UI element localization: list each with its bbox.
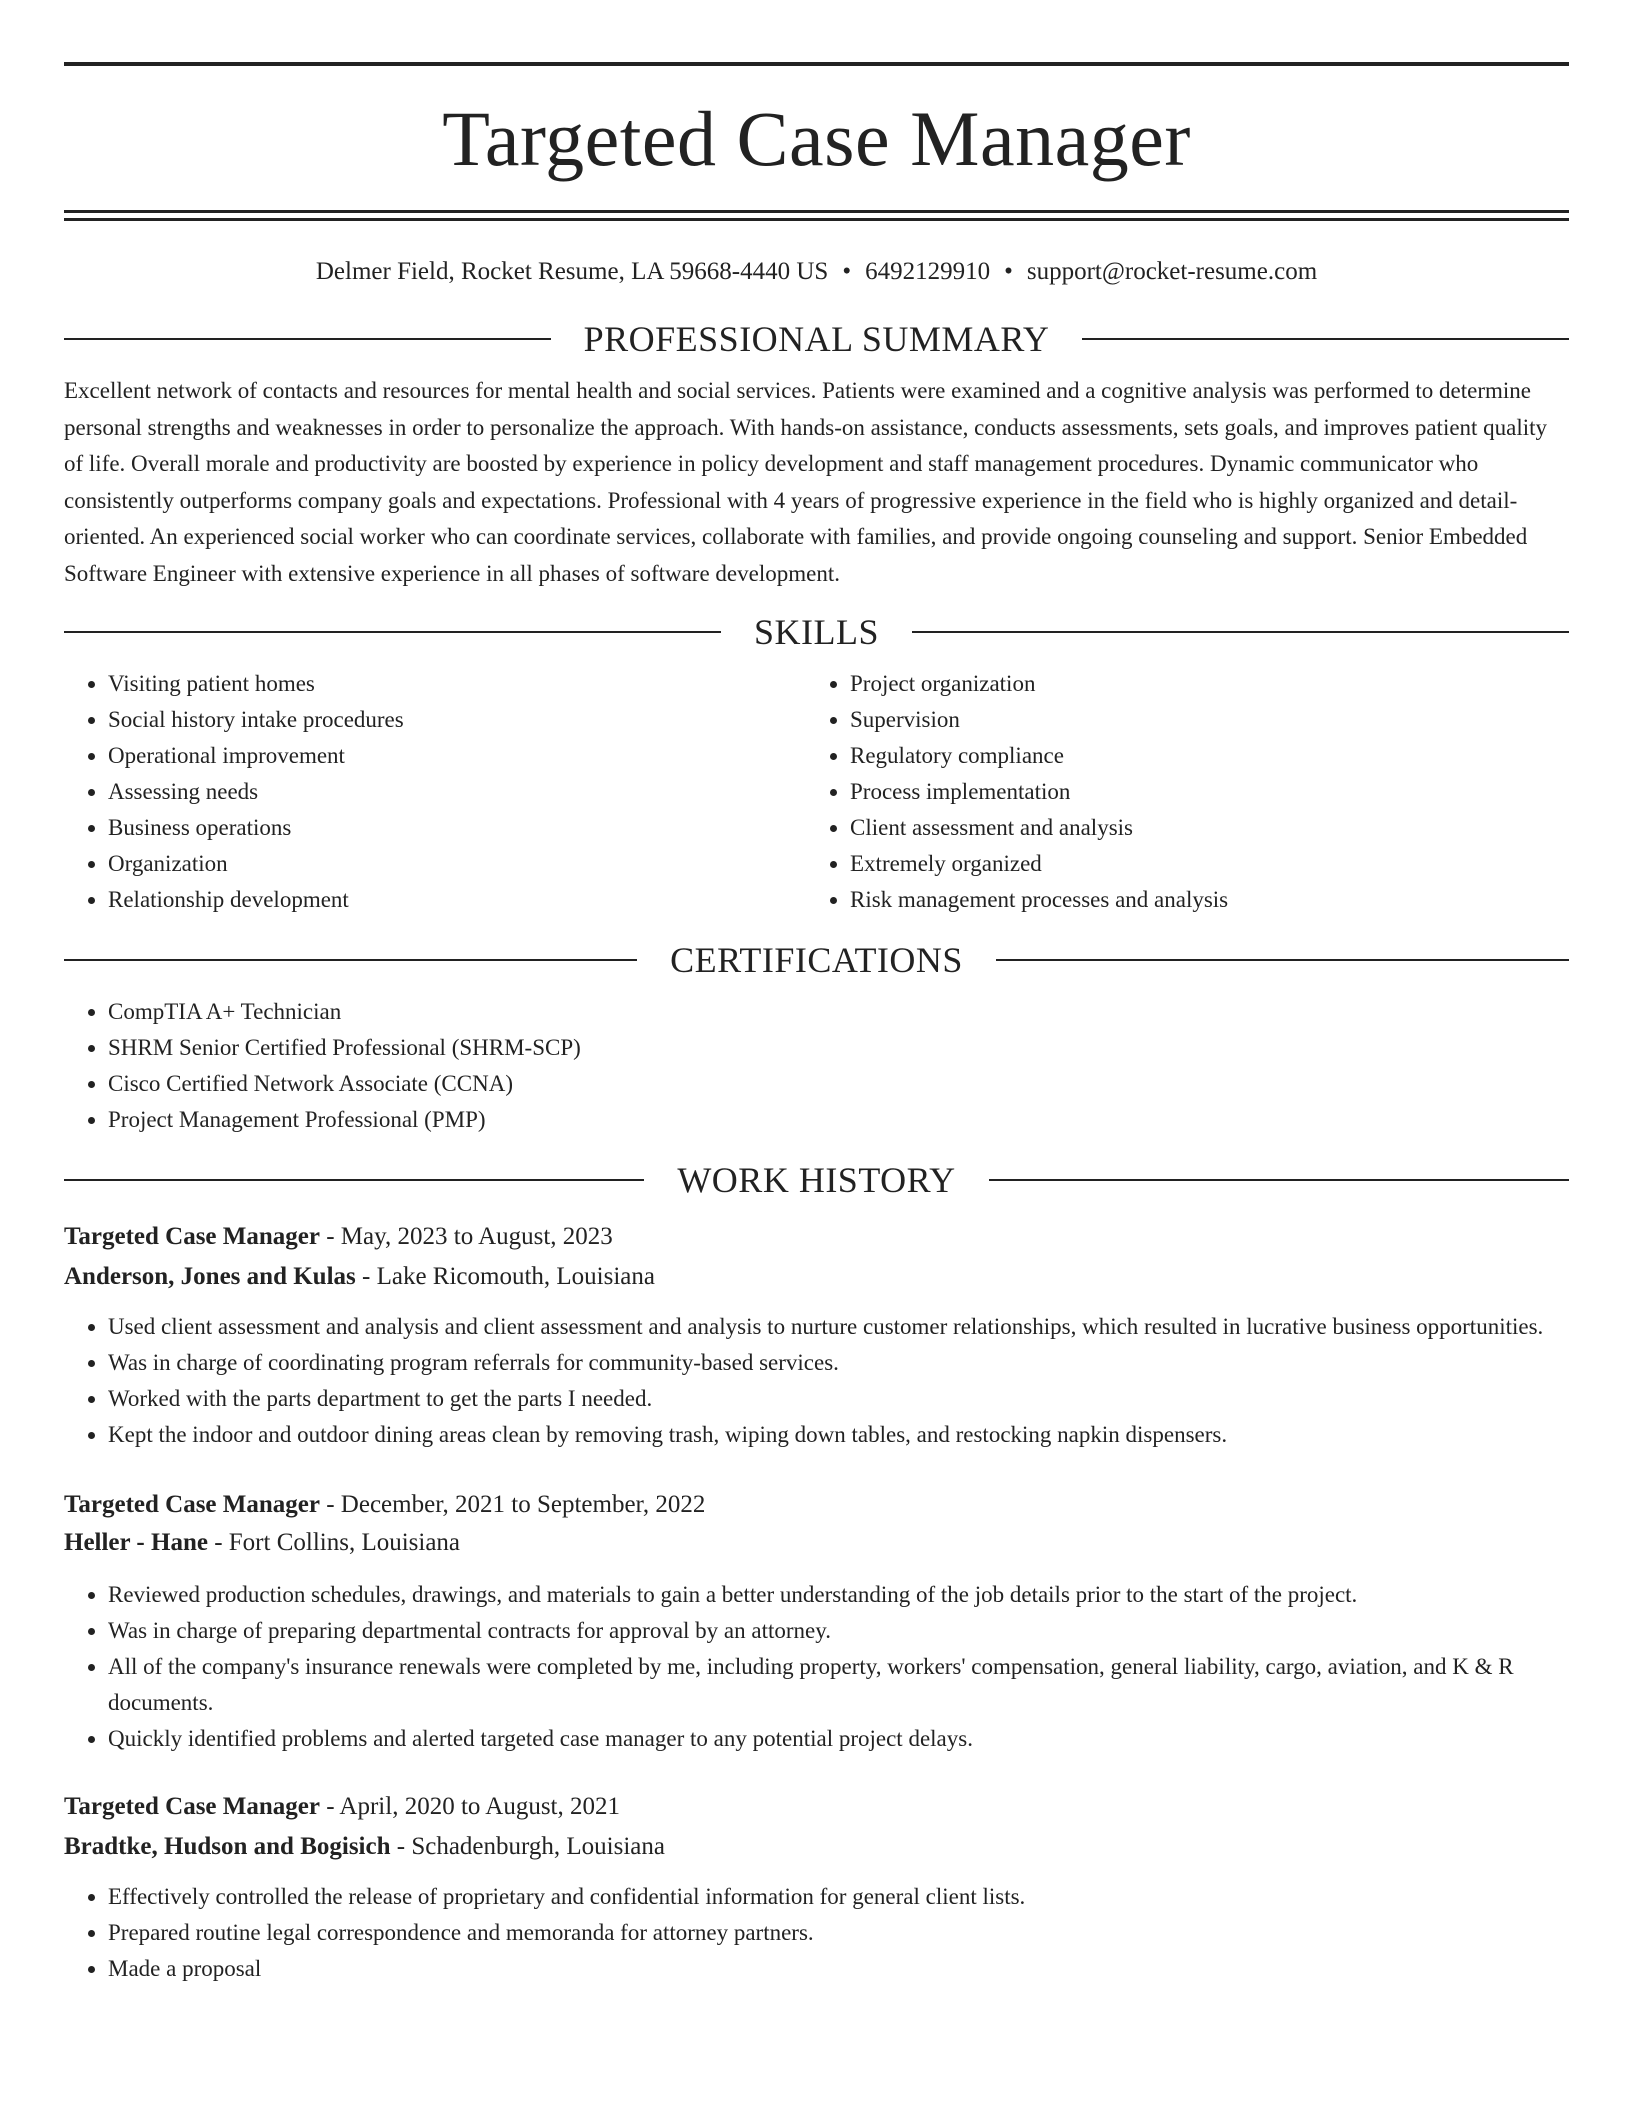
heading-rule-right [996,959,1569,961]
certifications-list [64,994,1569,1138]
heading-rule-left [64,631,721,633]
job-duties [64,1879,1569,1987]
contact-address: Delmer Field, Rocket Resume, LA 59668-4440 US [315,258,829,285]
job-duty: • Used client assessment and analysis and client assessment and analysis to nurture customer relationships, which resulted in lucrative business opportunities. [108,1309,1569,1345]
heading-rule-left [64,959,637,961]
job-duty: • Was in charge of preparing departmental contracts for approval by an attorney. [108,1613,1569,1649]
job-location: - Schadenburgh, Louisiana [390,1833,665,1860]
skills-list-left [64,666,806,918]
skills-heading [64,610,1569,654]
job-duty: • Reviewed production schedules, drawings, and materials to gain a better understanding of the job details prior to the start of the project. [108,1577,1569,1613]
job-title-line [64,1789,1569,1825]
job-duties [64,1577,1569,1757]
certification-item: • SHRM Senior Certified Professional (SHRM-SCP) [108,1030,1569,1066]
skill-item: • Regulatory compliance [850,738,1548,774]
job-duty: • Was in charge of coordinating program referrals for community-based services. [108,1345,1569,1381]
resume-page [64,0,1569,1987]
job-entry [64,1219,1569,1453]
heading-rule-left [64,1179,644,1181]
job-company-line [64,1525,1569,1561]
job-entry [64,1789,1569,1987]
job-duties [64,1309,1569,1453]
job-entry [64,1487,1569,1757]
job-dates: - May, 2023 to August, 2023 [319,1223,613,1250]
certifications-heading [64,938,1569,982]
summary-heading [64,317,1569,361]
certification-item: • Project Management Professional (PMP) [108,1102,1569,1138]
heading-rule-left [64,338,551,340]
skill-item: • Process implementation [850,774,1548,810]
summary-heading-label: PROFESSIONAL SUMMARY [583,319,1050,359]
work-history-heading-label: WORK HISTORY [677,1160,956,1200]
skill-item: • Relationship development [108,882,806,918]
skill-item: • Client assessment and analysis [850,810,1548,846]
contact-separator: • [1004,258,1013,285]
certification-item: • CompTIA A+ Technician [108,994,1569,1030]
skills-list-right [806,666,1548,918]
skill-item: • Visiting patient homes [108,666,806,702]
job-duty: • All of the company's insurance renewals were completed by me, including property, workers' compensation, general liability, cargo, aviation, and K & R documents. [108,1649,1569,1721]
job-company-line [64,1829,1569,1865]
skill-item: • Assessing needs [108,774,806,810]
skills-heading-label: SKILLS [754,612,880,652]
job-title-line [64,1487,1569,1523]
skill-item: • Business operations [108,810,806,846]
contact-phone: 6492129910 [865,258,991,285]
job-company-line [64,1259,1569,1295]
job-dates: - December, 2021 to September, 2022 [319,1491,706,1518]
skill-item: • Project organization [850,666,1548,702]
job-title: Targeted Case Manager [64,1491,320,1518]
skill-item: • Operational improvement [108,738,806,774]
certification-item: • Cisco Certified Network Associate (CCNA) [108,1066,1569,1102]
heading-rule-right [989,1179,1569,1181]
contact-separator: • [842,258,852,285]
job-duty: • Kept the indoor and outdoor dining areas clean by removing trash, wiping down tables, and restocking napkin dispensers. [108,1417,1569,1453]
job-duty: • Made a proposal [108,1951,1569,1987]
skill-item: • Extremely organized [850,846,1548,882]
contact-email: support@rocket-resume.com [1026,258,1318,285]
job-title-line [64,1219,1569,1255]
job-company: Anderson, Jones and Kulas [64,1263,356,1290]
work-history-heading [64,1158,1569,1202]
skill-item: • Supervision [850,702,1548,738]
job-duty: • Effectively controlled the release of proprietary and confidential information for general client lists. [108,1879,1569,1915]
job-title: Targeted Case Manager [64,1223,320,1250]
job-company: Bradtke, Hudson and Bogisich [64,1833,391,1860]
certifications-heading-label: CERTIFICATIONS [670,940,963,980]
skills-grid [64,666,1569,918]
resume-title: Targeted Case Manager [442,95,1191,182]
top-rule [64,62,1569,66]
skill-item: • Social history intake procedures [108,702,806,738]
skill-item: • Organization [108,846,806,882]
job-duty: • Worked with the parts department to get the parts I needed. [108,1381,1569,1417]
title-double-rule [64,210,1569,221]
contact-line [64,257,1569,287]
job-duty: • Prepared routine legal correspondence and memoranda for attorney partners. [108,1915,1569,1951]
heading-rule-right [912,631,1569,633]
job-location: - Fort Collins, Louisiana [207,1529,461,1556]
job-title: Targeted Case Manager [64,1793,320,1820]
job-duty: • Quickly identified problems and alerted targeted case manager to any potential project delays. [108,1721,1569,1757]
heading-rule-right [1082,338,1569,340]
summary-text: Excellent network of contacts and resources for mental health and social services. Patients were examined and a cognitive analysis was performed to determine personal strengths and weaknesses in order to personalize the approach. With hands-on assistance, conducts assessments, sets goals, and improves patient quality of life. Overall morale and productivity are boosted by experience in policy development and staff management procedures. Dynamic communicator who consistently outperforms company goals and expectations. Professional with 4 years of progressive experience in the field who is highly organized and detail-oriented. An experienced social worker who can coordinate services, collaborate with families, and provide ongoing counseling and support. Senior Embedded Software Engineer with extensive experience in all phases of software development. [64,378,1548,586]
job-company: Heller - Hane [64,1529,208,1556]
job-dates: - April, 2020 to August, 2021 [319,1793,620,1820]
skill-item: • Risk management processes and analysis [850,882,1548,918]
job-location: - Lake Ricomouth, Louisiana [355,1263,655,1290]
